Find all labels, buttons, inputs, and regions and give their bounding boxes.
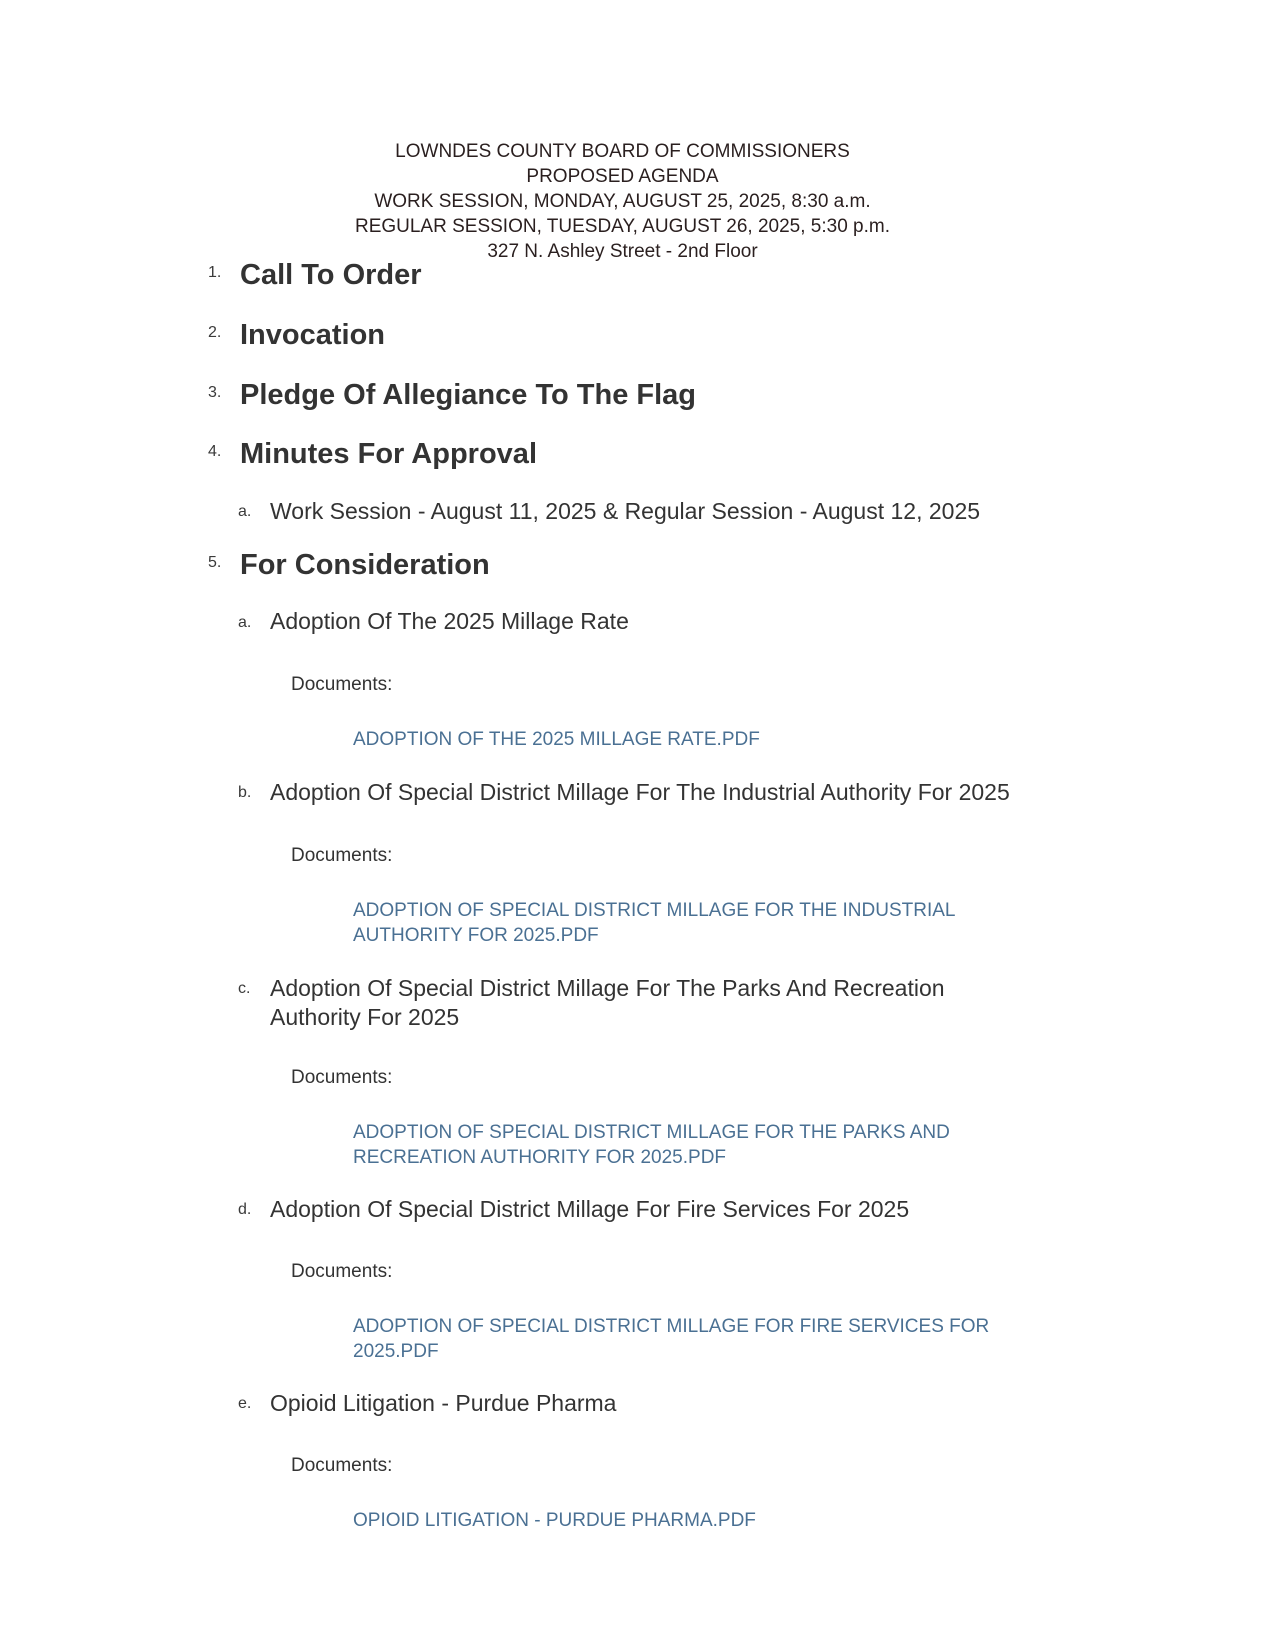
- subitem-letter: b.: [238, 784, 252, 801]
- document-link[interactable]: ADOPTION OF THE 2025 MILLAGE RATE.PDF: [353, 729, 760, 750]
- subitem-letter: a.: [238, 614, 252, 631]
- item-number: 3.: [208, 384, 222, 401]
- document-link[interactable]: ADOPTION OF SPECIAL DISTRICT MILLAGE FOR THE INDUSTRIAL AUTHORITY FOR 2025.PDF: [353, 900, 955, 946]
- subitem-title: Adoption Of Special District Millage For The Parks And Recreation Authority For 2025: [270, 975, 945, 1030]
- subitem-title: Adoption Of The 2025 Millage Rate: [270, 608, 629, 634]
- subitem-title: Adoption Of Special District Millage For Fire Services For 2025: [270, 1196, 910, 1222]
- subitem-title: Opioid Litigation - Purdue Pharma: [270, 1390, 617, 1416]
- subitem-letter: d.: [238, 1201, 252, 1218]
- header-address: 327 N. Ashley Street - 2nd Floor: [487, 241, 758, 262]
- item-title-invocation: Invocation: [240, 319, 386, 351]
- item-number: 1.: [208, 264, 222, 281]
- subitem-title-minutes: Work Session - August 11, 2025 & Regular Session - August 12, 2025: [270, 498, 981, 524]
- item-number: 4.: [208, 443, 222, 460]
- header-work-session: WORK SESSION, MONDAY, AUGUST 25, 2025, 8:30 a.m.: [374, 191, 871, 212]
- header-agenda-type: PROPOSED AGENDA: [526, 166, 719, 187]
- item-number: 5.: [208, 554, 222, 571]
- subitem-letter: e.: [238, 1395, 252, 1412]
- documents-label: Documents:: [291, 1067, 393, 1088]
- item-title-minutes: Minutes For Approval: [240, 438, 537, 470]
- item-title-for-consideration: For Consideration: [240, 549, 490, 581]
- documents-label: Documents:: [291, 845, 393, 866]
- subitem-title: Adoption Of Special District Millage For The Industrial Authority For 2025: [270, 779, 1010, 805]
- header-regular-session: REGULAR SESSION, TUESDAY, AUGUST 26, 2025, 5:30 p.m.: [354, 216, 891, 237]
- subitem-letter: a.: [238, 503, 252, 520]
- documents-label: Documents:: [291, 674, 393, 695]
- document-link[interactable]: OPIOID LITIGATION - PURDUE PHARMA.PDF: [353, 1510, 756, 1531]
- documents-label: Documents:: [291, 1455, 393, 1476]
- subitem-letter: c.: [238, 980, 251, 997]
- item-number: 2.: [208, 324, 222, 341]
- item-title-pledge: Pledge Of Allegiance To The Flag: [240, 379, 697, 411]
- item-title-call-to-order: Call To Order: [240, 259, 422, 291]
- document-link[interactable]: ADOPTION OF SPECIAL DISTRICT MILLAGE FOR FIRE SERVICES FOR 2025.PDF: [353, 1316, 990, 1362]
- documents-label: Documents:: [291, 1261, 393, 1282]
- document-link[interactable]: ADOPTION OF SPECIAL DISTRICT MILLAGE FOR THE PARKS AND RECREATION AUTHORITY FOR 2025.PDF: [353, 1122, 950, 1168]
- header-org-name: LOWNDES COUNTY BOARD OF COMMISSIONERS: [395, 141, 850, 162]
